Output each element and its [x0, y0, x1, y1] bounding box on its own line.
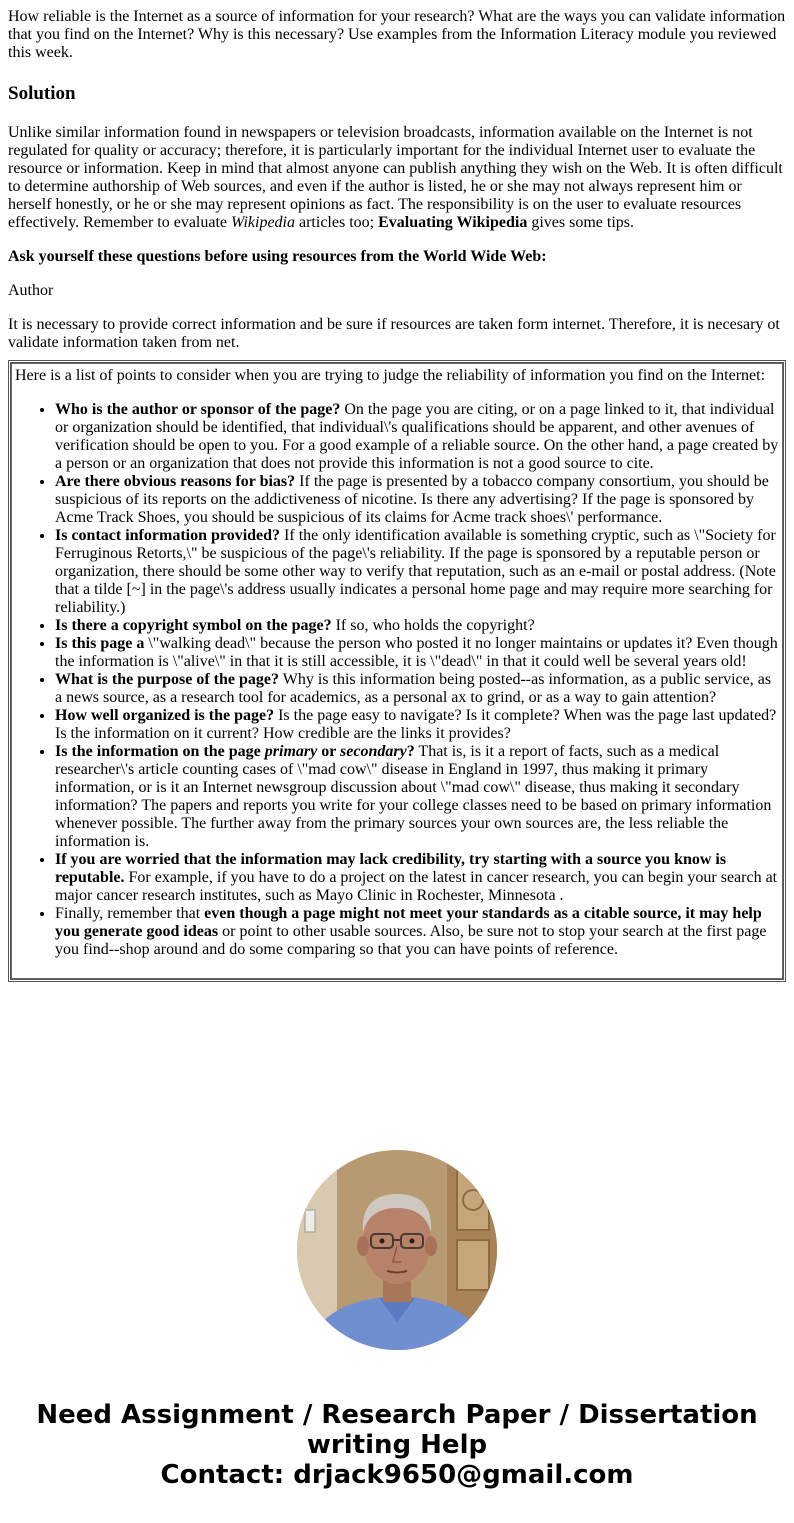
points-list	[15, 401, 779, 959]
ask-heading	[8, 248, 786, 266]
tips-text: gives some tips.	[527, 214, 635, 231]
point-question	[55, 743, 415, 760]
point-text: If the page is presented by a tobacco company consortium, you should be suspicious of its reports on the addictiveness of nicotine. Is there any advertising? If the page is sponsored by Acme Track Shoes, you should be suspicious of its claims for Acme track shoes\' performance.	[55, 473, 769, 526]
point-question: even though a page might not meet your standards as a citable source, it may help you generate good ideas	[55, 905, 762, 940]
point-text: For example, if you have to do a project on the latest in cancer research, you can begin your search at major cancer research institutes, such as Mayo Clinic in Rochester, Minnesota .	[55, 869, 778, 904]
point-question: If you are worried that the information may lack credibility, try starting with a source you know is reputable.	[55, 851, 727, 886]
articles-too-text: articles too;	[295, 214, 379, 231]
cta-help-line: Need Assignment / Research Paper / Dissertation writing Help	[36, 1400, 758, 1460]
list-item	[55, 905, 779, 959]
point-text: \"walking dead\" because the person who posted it no longer maintains or updates it? Even though the information is \"alive\" in that it is still accessible, it is \"dead\" in that it could well be several years old!	[55, 635, 778, 670]
point-question-part: ?	[406, 743, 415, 760]
solution-heading: Solution	[8, 83, 76, 104]
author-label: Author	[8, 282, 54, 299]
point-text: or point to other usable sources. Also, be sure not to stop your search at the first page you find--shop around and do some comparing so that you can have points of reference.	[55, 923, 767, 958]
point-question-part: or	[317, 743, 341, 760]
point-question: Is there a copyright symbol on the page?	[55, 617, 332, 634]
point-text: Finally, remember that	[55, 905, 205, 922]
author-portrait-image	[297, 1150, 497, 1350]
author-text: It is necessary to provide correct information and be sure if resources are taken form internet. Therefore, it is necesary ot validate information taken from net.	[8, 316, 780, 351]
wikipedia-term: Wikipedia	[231, 214, 295, 231]
list-item	[55, 743, 779, 851]
box-intro: Here is a list of points to consider when you are trying to judge the reliability of information you find on the Internet:	[15, 367, 766, 384]
list-item	[55, 401, 779, 473]
primary-term: primary	[264, 743, 318, 760]
point-text: Why is this information being posted--as information, as a public service, as a news source, as a research tool for academics, as a personal ax to grind, or as a way to gain attention?	[55, 671, 772, 706]
spacer	[8, 982, 786, 1150]
list-item	[55, 671, 779, 707]
point-text: That is, is it a report of facts, such as a medical researcher\'s article counting cases of \"mad cow\" disease in England in 1997, thus making it primary information, or is it an Internet newsgroup discussion about \"mad cow\" disease, thus making it secondary information? The papers and reports you write for your college classes need to be based on primary information whenever possible. The further away from the primary sources your own sources are, the less reliable the information is.	[55, 743, 772, 850]
secondary-term: secondary	[340, 743, 407, 760]
point-question: How well organized is the page?	[55, 707, 275, 724]
reliability-points-box	[8, 360, 786, 982]
point-question: Is contact information provided?	[55, 527, 281, 544]
point-question: Are there obvious reasons for bias?	[55, 473, 296, 490]
point-question: What is the purpose of the page?	[55, 671, 280, 688]
list-item	[55, 527, 779, 617]
point-text: On the page you are citing, or on a page linked to it, that individual or organization should be identified, that individual\'s qualifications should be apparent, and other avenues of verification should be open to you. For a good example of a reliable source. On the other hand, a page created by a person or an organization that does not provide this information is not a good source to cite.	[55, 401, 779, 472]
list-item	[55, 617, 779, 635]
point-question-part: Is the information on the page	[55, 743, 265, 760]
list-item	[55, 851, 779, 905]
reliability-points-cell	[11, 363, 783, 979]
cta-block	[8, 1400, 786, 1490]
list-item	[55, 635, 779, 671]
list-item	[55, 707, 779, 743]
avatar	[297, 1150, 497, 1350]
cta-contact-line: Contact: drjack9650@gmail.com	[160, 1460, 634, 1490]
point-question: Who is the author or sponsor of the page?	[55, 401, 341, 418]
intro-text: Unlike similar information found in newspapers or television broadcasts, information available on the Internet is not regulated for quality or accuracy; therefore, it is particularly important for the individual Internet user to evaluate the resource or information. Keep in mind that almost anyone can publish anything they wish on the Web. It is often difficult to determine authorship of Web sources, and even if the author is listed, he or she may not always represent him or herself honestly, or he or she may represent opinions as fact. The responsibility is on the user to evaluate resources effectively. Remember to evaluate	[8, 124, 783, 231]
point-text: Is the page easy to navigate? Is it complete? When was the page last updated? Is the information on it current? How credible are the links it provides?	[55, 707, 777, 742]
intro-paragraph	[8, 124, 786, 232]
point-text: If the only identification available is something cryptic, such as \"Society for Ferruginous Retorts,\" be suspicious of the page\'s reliability. If the page is sponsored by a reputable person or organization, there should be some other way to verify that reputation, such as an e-mail or postal address. (Note that a tilde [~] in the page\'s address usually indicates a personal home page and may require more searching for reliability.)	[55, 527, 776, 616]
list-item	[55, 473, 779, 527]
avatar-container	[8, 1150, 786, 1350]
question-text: How reliable is the Internet as a source of information for your research? What are the ways you can validate information that you find on the Internet? Why is this necessary? Use examples from the Information Literacy module you reviewed this week.	[8, 8, 786, 61]
point-question: Is this page a	[55, 635, 145, 652]
evaluating-wikipedia-label: Evaluating Wikipedia	[378, 214, 528, 231]
point-text: If so, who holds the copyright?	[331, 617, 535, 634]
ask-heading-text: Ask yourself these questions before using resources from the World Wide Web:	[8, 248, 547, 265]
